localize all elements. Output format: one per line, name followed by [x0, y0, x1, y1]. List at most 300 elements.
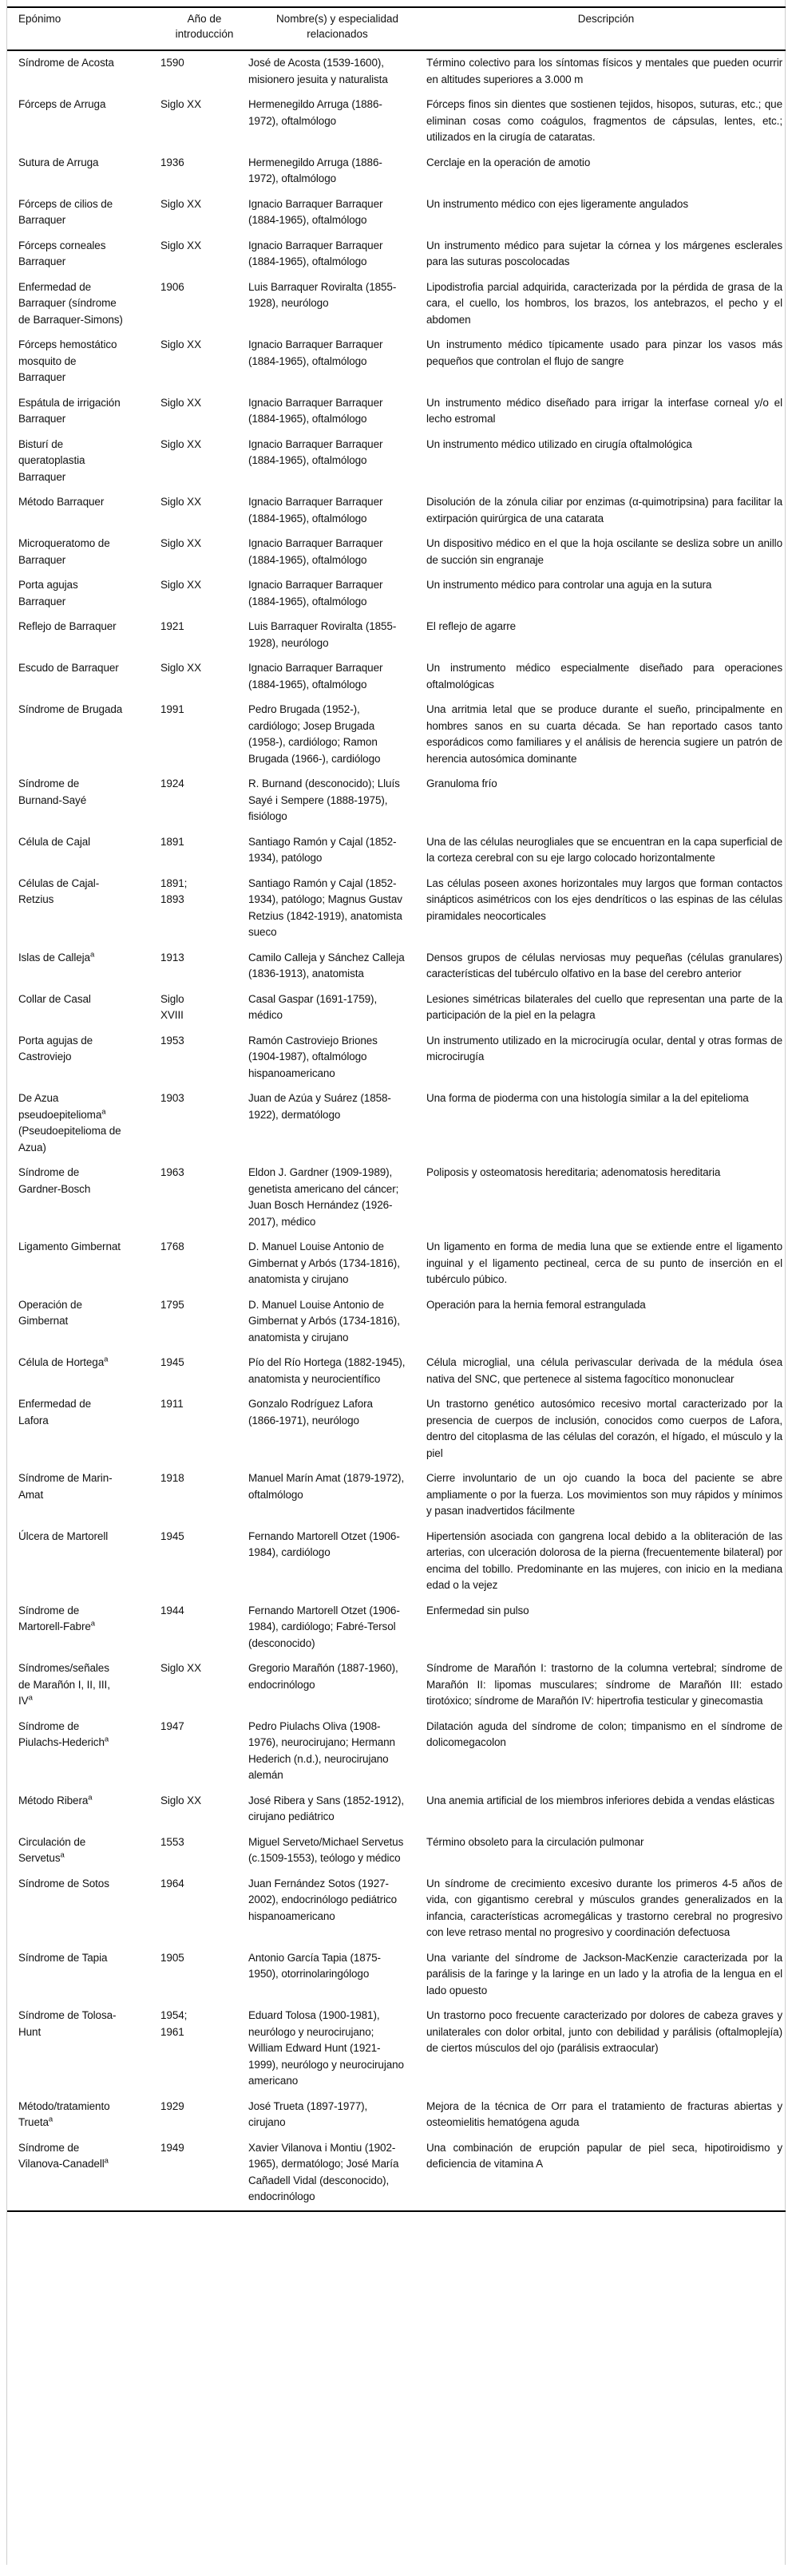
table-row [7, 698, 786, 772]
table-row [7, 1525, 786, 1599]
names-text: Camilo Calleja y Sánchez Calleja (1836-1913), anatomista [248, 951, 405, 979]
header-row [7, 7, 786, 50]
description-text: Célula microglial, una célula perivascular derivada de la médula ósea nativa del SNC, que pertenece al sistema fagocítico mononuclear [426, 1356, 782, 1385]
names-text: Ignacio Barraquer Barraquer (1884-1965), oftalmólogo [248, 662, 383, 690]
footnote-marker: a [28, 1693, 33, 1703]
names-text: Hermenegildo Arruga (1886-1972), oftalmólogo [248, 98, 382, 127]
description-cell [426, 1392, 786, 1466]
description-text: Un síndrome de crecimiento excesivo durante los primeros 4-5 años de vida, con gigantismo cerebral y músculos grandes generalizados en la infancia, características acromegálicas y trastorno cerebral no progresivo con leve retraso mental no progresivo y coordinación defectuosa [426, 1877, 782, 1938]
names-cell [248, 391, 426, 433]
footnote-marker: a [48, 2115, 53, 2124]
year-text: 1918 [160, 1472, 184, 1484]
description-cell [426, 1525, 786, 1599]
names-text: Luis Barraquer Roviralta (1855-1928), neurólogo [248, 280, 397, 309]
description-cell [426, 1466, 786, 1525]
year-cell [160, 1392, 248, 1466]
eponym-text: Fórceps corneales Barraquer [18, 239, 106, 267]
names-text: Miguel Serveto/Michael Servetus (c.1509-1553), teólogo y médico [248, 1835, 404, 1864]
eponym-cell [7, 573, 160, 615]
eponym-cell [7, 234, 160, 275]
description-text: Un instrumento médico diseñado para irrigar la interfase corneal y/o el lecho estromal [426, 396, 782, 425]
table-row [7, 615, 786, 656]
year-text: 1949 [160, 2141, 184, 2154]
eponym-cell [7, 830, 160, 872]
description-cell [426, 1872, 786, 1946]
table-row [7, 192, 786, 234]
description-text: Un instrumento médico con ejes ligeramente angulados [426, 197, 688, 210]
year-text: Siglo XX [160, 662, 201, 674]
eponym-cell [7, 1293, 160, 1351]
eponym-cell [7, 698, 160, 772]
names-text: Ignacio Barraquer Barraquer (1884-1965), oftalmólogo [248, 396, 383, 425]
year-cell [160, 1599, 248, 1657]
names-text: José de Acosta (1539-1600), misionero jesuita y naturalista [248, 57, 388, 85]
table-row [7, 987, 786, 1029]
names-cell [248, 872, 426, 946]
names-cell [248, 532, 426, 573]
year-cell [160, 1086, 248, 1161]
description-text: Una combinación de erupción papular de piel seca, hipotiroidismo y deficiencia de vitamina A [426, 2141, 782, 2170]
table-row [7, 1235, 786, 1293]
year-cell [160, 333, 248, 391]
eponym-text: Síndrome de Tapia [18, 1951, 108, 1964]
description-cell [426, 656, 786, 698]
year-text: 1913 [160, 951, 184, 964]
names-cell [248, 433, 426, 491]
year-cell [160, 2095, 248, 2136]
eponym-cell [7, 872, 160, 946]
eponym-text: Célula de Cajal [18, 835, 91, 848]
names-cell [248, 93, 426, 151]
names-cell [248, 1789, 426, 1830]
eponym-text: Síndrome de Piulachs-Hederich$^a$ [18, 1719, 109, 1748]
description-cell [426, 772, 786, 830]
year-text: 1953 [160, 1034, 184, 1047]
table-row [7, 2136, 786, 2211]
year-cell [160, 2004, 248, 2095]
names-cell [248, 275, 426, 334]
year-text: Siglo XX [160, 239, 201, 251]
column-header-names: Nombre(s) y especialidad relacionados [248, 7, 426, 50]
description-text: Disolución de la zónula ciliar por enzimas (α-quimotripsina) para facilitar la extirpación quirúrgica de una catarata [426, 496, 782, 524]
names-cell [248, 1351, 426, 1392]
eponym-text: Célula de Hortega$^a$ [18, 1355, 109, 1368]
description-text: Cierre involuntario de un ojo cuando la boca del paciente se abre ampliamente o por la fuerza. Los movimientos son muy rápidos y mínimos y pasan inadvertidos fácilmente [426, 1472, 782, 1517]
eponym-text: Sutura de Arruga [18, 156, 99, 168]
names-cell [248, 615, 426, 656]
description-text: Operación para la hernia femoral estrangulada [426, 1298, 646, 1311]
table-row [7, 1086, 786, 1161]
year-cell [160, 830, 248, 872]
year-text: 1963 [160, 1166, 184, 1178]
names-cell [248, 573, 426, 615]
eponym-text: Síndrome de Gardner-Bosch [18, 1166, 91, 1195]
names-cell [248, 1599, 426, 1657]
eponym-text: Bisturí de queratoplastia Barraquer [18, 437, 85, 483]
description-text: Una variante del síndrome de Jackson-MacKenzie caracterizada por la parálisis de la faringe y la laringe en un lado y la atrofia de la lengua en el lado opuesto [426, 1951, 782, 1996]
year-text: 1964 [160, 1877, 184, 1889]
names-cell [248, 333, 426, 391]
year-cell [160, 987, 248, 1029]
description-text: Término colectivo para los síntomas físicos y mentales que pueden ocurrir en altitudes superiores a 3.000 m [426, 57, 782, 85]
table-row [7, 1872, 786, 1946]
names-cell [248, 1946, 426, 2004]
description-text: Un instrumento médico utilizado en cirugía oftalmológica [426, 437, 692, 450]
eponym-text: Método Ribera$^a$ [18, 1793, 93, 1806]
eponym-cell [7, 1830, 160, 1872]
names-cell [248, 151, 426, 192]
table-row [7, 93, 786, 151]
eponym-cell [7, 333, 160, 391]
names-cell [248, 2004, 426, 2095]
year-text: 1944 [160, 1604, 184, 1616]
year-cell [160, 1656, 248, 1715]
description-cell [426, 2004, 786, 2095]
names-cell [248, 1656, 426, 1715]
description-text: Un ligamento en forma de media luna que se extiende entre el ligamento inguinal y el ligamento pectineal, cerca de su punto de inserción en el tubérculo púbico. [426, 1241, 782, 1285]
names-text: Luis Barraquer Roviralta (1855-1928), neurólogo [248, 620, 397, 649]
description-text: Un instrumento médico para controlar una aguja en la sutura [426, 579, 712, 591]
description-cell [426, 1715, 786, 1789]
names-cell [248, 1392, 426, 1466]
names-cell [248, 1525, 426, 1599]
table-row [7, 1392, 786, 1466]
eponym-text: Enfermedad de Lafora [18, 1398, 92, 1426]
eponym-text: Síndrome de Martorell-Fabre$^a$ [18, 1604, 96, 1632]
eponym-text: Síndrome de Acosta [18, 57, 114, 69]
names-cell [248, 987, 426, 1029]
eponym-cell [7, 1946, 160, 2004]
names-cell [248, 234, 426, 275]
names-cell [248, 1872, 426, 1946]
description-cell [426, 50, 786, 93]
description-cell [426, 433, 786, 491]
footnote-marker: a [88, 1793, 93, 1802]
description-cell [426, 151, 786, 192]
names-text: Ignacio Barraquer Barraquer (1884-1965), oftalmólogo [248, 197, 383, 226]
description-cell [426, 333, 786, 391]
year-text: 1991 [160, 703, 184, 715]
eponym-cell [7, 1392, 160, 1466]
names-text: Ignacio Barraquer Barraquer (1884-1965), oftalmólogo [248, 437, 383, 466]
description-text: Lesiones simétricas bilaterales del cuello que representan una parte de la participación de la piel en la pelagra [426, 992, 782, 1021]
names-cell [248, 698, 426, 772]
eponym-text: Microqueratomo de Barraquer [18, 537, 110, 566]
eponym-text: Síndrome de Brugada [18, 703, 123, 715]
eponym-text: Espátula de irrigación Barraquer [18, 396, 121, 425]
eponym-text: Síndrome de Tolosa-Hunt [18, 2009, 117, 2038]
description-text: Un trastorno genético autosómico recesivo mortal caracterizado por la presencia de cuerpos de inclusión, conocidos como cuerpos de Lafora, dentro del citoplasma de las células del corazón, el hígado, el músculo y la piel [426, 1398, 782, 1459]
names-text: Ignacio Barraquer Barraquer (1884-1965), oftalmólogo [248, 579, 383, 607]
names-text: Santiago Ramón y Cajal (1852-1934), patólogo; Magnus Gustav Retzius (1842-1919), anatomista sueco [248, 876, 402, 938]
description-text: Un trastorno poco frecuente caracterizado por dolores de cabeza graves y unilaterales con dolor orbital, junto con debilidad y parálisis (oftalmoplejía) de ciertos músculos del ojo (parálisis extraocular) [426, 2009, 782, 2054]
table-row [7, 872, 786, 946]
year-text: 1891 [160, 835, 184, 848]
eponym-text: Método/tratamiento Trueta$^a$ [18, 2099, 110, 2128]
year-cell [160, 573, 248, 615]
eponym-cell [7, 1235, 160, 1293]
year-text: 1945 [160, 1356, 184, 1368]
year-text: 1903 [160, 1092, 184, 1104]
description-text: Dilatación aguda del síndrome de colon; timpanismo en el síndrome de dolicomegacolon [426, 1719, 782, 1748]
names-text: R. Burnand (desconocido); Lluís Sayé i Sempere (1888-1975), fisiólogo [248, 778, 400, 822]
description-text: Un dispositivo médico en el que la hoja oscilante se desliza sobre un anillo de succión sin engranaje [426, 537, 782, 566]
description-text: Una anemia artificial de los miembros inferiores debida a vendas elásticas [426, 1794, 775, 1806]
year-text: Siglo XX [160, 1794, 201, 1806]
eponym-cell [7, 987, 160, 1029]
description-text: Un instrumento médico para sujetar la córnea y los márgenes esclerales para las suturas poscolocadas [426, 239, 782, 267]
eponym-text: Porta agujas Barraquer [18, 579, 78, 607]
year-cell [160, 2136, 248, 2211]
description-cell [426, 275, 786, 334]
year-cell [160, 50, 248, 93]
names-text: Xavier Vilanova i Montiu (1902-1965), dermatólogo; José María Cañadell Vidal (desconocido), endocrinólogo [248, 2141, 399, 2202]
eponym-text: Porta agujas de Castroviejo [18, 1034, 93, 1062]
eponym-cell [7, 1351, 160, 1392]
description-cell [426, 192, 786, 234]
table-row [7, 946, 786, 987]
names-text: José Ribera y Sans (1852-1912), cirujano pediátrico [248, 1794, 405, 1822]
eponym-cell [7, 615, 160, 656]
names-cell [248, 1715, 426, 1789]
description-cell [426, 391, 786, 433]
eponym-cell [7, 151, 160, 192]
eponym-text: Islas de Calleja$^a$ [18, 950, 95, 964]
description-text: El reflejo de agarre [426, 620, 517, 632]
names-cell [248, 2136, 426, 2211]
names-cell [248, 1830, 426, 1872]
year-cell [160, 1293, 248, 1351]
table-row [7, 1029, 786, 1087]
table-row [7, 2095, 786, 2136]
year-cell [160, 1351, 248, 1392]
year-text: 1553 [160, 1835, 184, 1848]
eponym-cell [7, 1086, 160, 1161]
eponym-text: Reflejo de Barraquer [18, 620, 117, 632]
eponym-cell [7, 391, 160, 433]
eponym-text: Método Barraquer [18, 496, 105, 508]
footnote-marker: a [90, 1619, 96, 1628]
names-cell [248, 1086, 426, 1161]
eponym-cell [7, 275, 160, 334]
year-cell [160, 151, 248, 192]
eponym-cell [7, 1872, 160, 1946]
table-row [7, 433, 786, 491]
year-text: 1795 [160, 1298, 184, 1311]
table-sheet [6, 0, 786, 2565]
year-cell [160, 433, 248, 491]
year-cell [160, 1235, 248, 1293]
year-cell [160, 772, 248, 830]
year-text: 1936 [160, 156, 184, 168]
description-cell [426, 1086, 786, 1161]
names-text: Juan de Azúa y Suárez (1858-1922), dermatólogo [248, 1092, 391, 1121]
names-text: Pedro Piulachs Oliva (1908-1976), neurocirujano; Hermann Hederich (n.d.), neurocirujano alemán [248, 1719, 395, 1781]
table-row [7, 151, 786, 192]
table-row [7, 573, 786, 615]
description-cell [426, 532, 786, 573]
names-cell [248, 772, 426, 830]
names-cell [248, 946, 426, 987]
table-row [7, 391, 786, 433]
description-text: Fórceps finos sin dientes que sostienen tejidos, hisopos, suturas, etc.; que eliminan cosas como coágulos, fragmentos de cápsulas, lentes, etc.; utilizados en la cirugía de cataratas. [426, 98, 782, 143]
year-cell [160, 234, 248, 275]
description-cell [426, 2095, 786, 2136]
description-cell [426, 1351, 786, 1392]
eponym-cell [7, 490, 160, 532]
description-cell [426, 1161, 786, 1235]
eponym-cell [7, 2136, 160, 2211]
year-cell [160, 1715, 248, 1789]
description-cell [426, 946, 786, 987]
year-text: Siglo XVIII [160, 992, 184, 1021]
description-text: Cerclaje en la operación de amotio [426, 156, 591, 168]
names-text: Casal Gaspar (1691-1759), médico [248, 992, 378, 1021]
names-text: Manuel Marín Amat (1879-1972), oftalmólogo [248, 1472, 405, 1501]
year-text: Siglo XX [160, 496, 201, 508]
table-row [7, 532, 786, 573]
description-cell [426, 1830, 786, 1872]
eponym-text: Fórceps de Arruga [18, 98, 106, 110]
year-text: Siglo XX [160, 1662, 201, 1674]
table-row [7, 50, 786, 93]
year-text: Siglo XX [160, 338, 201, 350]
year-cell [160, 1789, 248, 1830]
description-cell [426, 93, 786, 151]
year-cell [160, 1946, 248, 2004]
names-text: Gregorio Marañón (1887-1960), endocrinólogo [248, 1662, 398, 1691]
eponym-cell [7, 93, 160, 151]
year-text: 1768 [160, 1241, 184, 1252]
table-row [7, 830, 786, 872]
names-text: D. Manuel Louise Antonio de Gimbernat y Arbós (1734-1816), anatomista y cirujano [248, 1241, 400, 1285]
description-text: Una de las células neurogliales que se encuentran en la capa superficial de la corteza cerebral con su eje largo colocado horizontalmente [426, 835, 782, 864]
description-text: Densos grupos de células nerviosas muy pequeñas (células granulares) características del tubérculo olfativo en la base del cerebro anterior [426, 951, 782, 979]
eponym-text: Ligamento Gimbernat [18, 1241, 121, 1252]
year-cell [160, 946, 248, 987]
year-text: 1906 [160, 280, 184, 293]
eponym-text: Fórceps hemostático mosquito de Barraquer [18, 338, 117, 383]
eponym-cell [7, 1789, 160, 1830]
names-text: Hermenegildo Arruga (1886-1972), oftalmólogo [248, 156, 382, 184]
table-row [7, 1161, 786, 1235]
year-cell [160, 275, 248, 334]
names-text: Fernando Martorell Otzet (1906-1984), cardiólogo; Fabré-Tersol (desconocido) [248, 1604, 400, 1649]
year-text: 1911 [160, 1398, 184, 1410]
year-text: Siglo XX [160, 437, 201, 450]
description-text: Granuloma frío [426, 778, 497, 789]
year-text: 1891; 1893 [160, 876, 188, 905]
description-cell [426, 872, 786, 946]
table-row [7, 490, 786, 532]
table-body [7, 50, 786, 2211]
eponym-text: Síndrome de Marin-Amat [18, 1472, 113, 1501]
column-header-eponimo: Epónimo [7, 7, 160, 50]
eponym-text: Fórceps de cilios de Barraquer [18, 197, 113, 226]
names-cell [248, 656, 426, 698]
description-text: Las células poseen axones horizontales muy largos que forman contactos sinápticos asimétricos con los ejes dendríticos o las espinas de las células piramidales neocorticales [426, 876, 782, 922]
year-text: Siglo XX [160, 537, 201, 549]
year-text: Siglo XX [160, 98, 201, 110]
names-text: Eduard Tolosa (1900-1981), neurólogo y neurocirujano; William Edward Hunt (1921-1999), neurólogo y neurocirujano americano [248, 2009, 404, 2087]
year-text: 1947 [160, 1719, 184, 1732]
description-cell [426, 987, 786, 1029]
year-cell [160, 532, 248, 573]
description-cell [426, 1235, 786, 1293]
description-text: Síndrome de Marañón I: trastorno de la columna vertebral; síndrome de Marañón II: lipomas musculares; síndrome de Marañón III: estado tirotóxico; síndrome de Marañón IV: hipertrofia testicular y ginecomastia [426, 1662, 782, 1707]
eponym-cell [7, 772, 160, 830]
names-text: Antonio García Tapia (1875-1950), otorrinolaringólogo [248, 1951, 381, 1980]
names-text: Eldon J. Gardner (1909-1989), genetista americano del cáncer; Juan Bosch Hernández (1926-2017), médico [248, 1166, 399, 1228]
names-text: Pedro Brugada (1952-), cardiólogo; Josep Brugada (1958-), cardiólogo; Ramon Brugada (1966-), cardiólogo [248, 703, 381, 765]
names-text: Fernando Martorell Otzet (1906-1984), cardiólogo [248, 1529, 400, 1558]
eponym-cell [7, 192, 160, 234]
year-cell [160, 490, 248, 532]
eponym-cell [7, 656, 160, 698]
table-row [7, 1351, 786, 1392]
names-text: D. Manuel Louise Antonio de Gimbernat y Arbós (1734-1816), anatomista y cirujano [248, 1298, 400, 1343]
year-text: Siglo XX [160, 396, 201, 409]
footnote-marker: a [104, 2156, 109, 2166]
names-text: Ignacio Barraquer Barraquer (1884-1965), oftalmólogo [248, 496, 383, 524]
eponym-text: Circulación de Servetus$^a$ [18, 1835, 86, 1864]
description-text: Un instrumento médico especialmente diseñado para operaciones oftalmológicas [426, 662, 782, 690]
eponym-cell [7, 2095, 160, 2136]
description-text: Un instrumento utilizado en la microcirugía ocular, dental y otras formas de microcirugía [426, 1034, 782, 1062]
table-header [7, 7, 786, 50]
names-cell [248, 50, 426, 93]
description-text: Enfermedad sin pulso [426, 1604, 529, 1616]
names-cell [248, 1235, 426, 1293]
eponym-text: Úlcera de Martorell [18, 1529, 109, 1542]
year-text: 1924 [160, 778, 184, 789]
names-cell [248, 1293, 426, 1351]
description-cell [426, 573, 786, 615]
description-cell [426, 615, 786, 656]
year-text: 1590 [160, 57, 184, 69]
names-text: Ignacio Barraquer Barraquer (1884-1965), oftalmólogo [248, 537, 383, 566]
description-cell [426, 830, 786, 872]
table-row [7, 1466, 786, 1525]
names-cell [248, 1029, 426, 1087]
names-text: Pío del Río Hortega (1882-1945), anatomista y neurocientífico [248, 1356, 406, 1385]
eponym-cell [7, 1161, 160, 1235]
description-cell [426, 234, 786, 275]
eponym-text: Síndrome de Sotos [18, 1877, 109, 1889]
table-row [7, 1789, 786, 1830]
table-row [7, 772, 786, 830]
year-cell [160, 93, 248, 151]
names-cell [248, 2095, 426, 2136]
year-text: 1945 [160, 1529, 184, 1542]
eponym-text: Síndromes/señales de Marañón I, II, III, IV$^a$ [18, 1662, 110, 1707]
eponym-text: Síndrome de Vilanova-Canadell$^a$ [18, 2141, 109, 2170]
table-row [7, 1715, 786, 1789]
year-cell [160, 698, 248, 772]
table-row [7, 656, 786, 698]
description-cell [426, 1293, 786, 1351]
table-row [7, 1946, 786, 2004]
names-cell [248, 1466, 426, 1525]
column-header-year: Año de introducción [160, 7, 248, 50]
names-cell [248, 1161, 426, 1235]
eponym-text: Escudo de Barraquer [18, 662, 119, 674]
eponym-cell [7, 946, 160, 987]
year-cell [160, 1466, 248, 1525]
eponym-text: Collar de Casal [18, 992, 91, 1005]
table-row [7, 2004, 786, 2095]
year-cell [160, 615, 248, 656]
